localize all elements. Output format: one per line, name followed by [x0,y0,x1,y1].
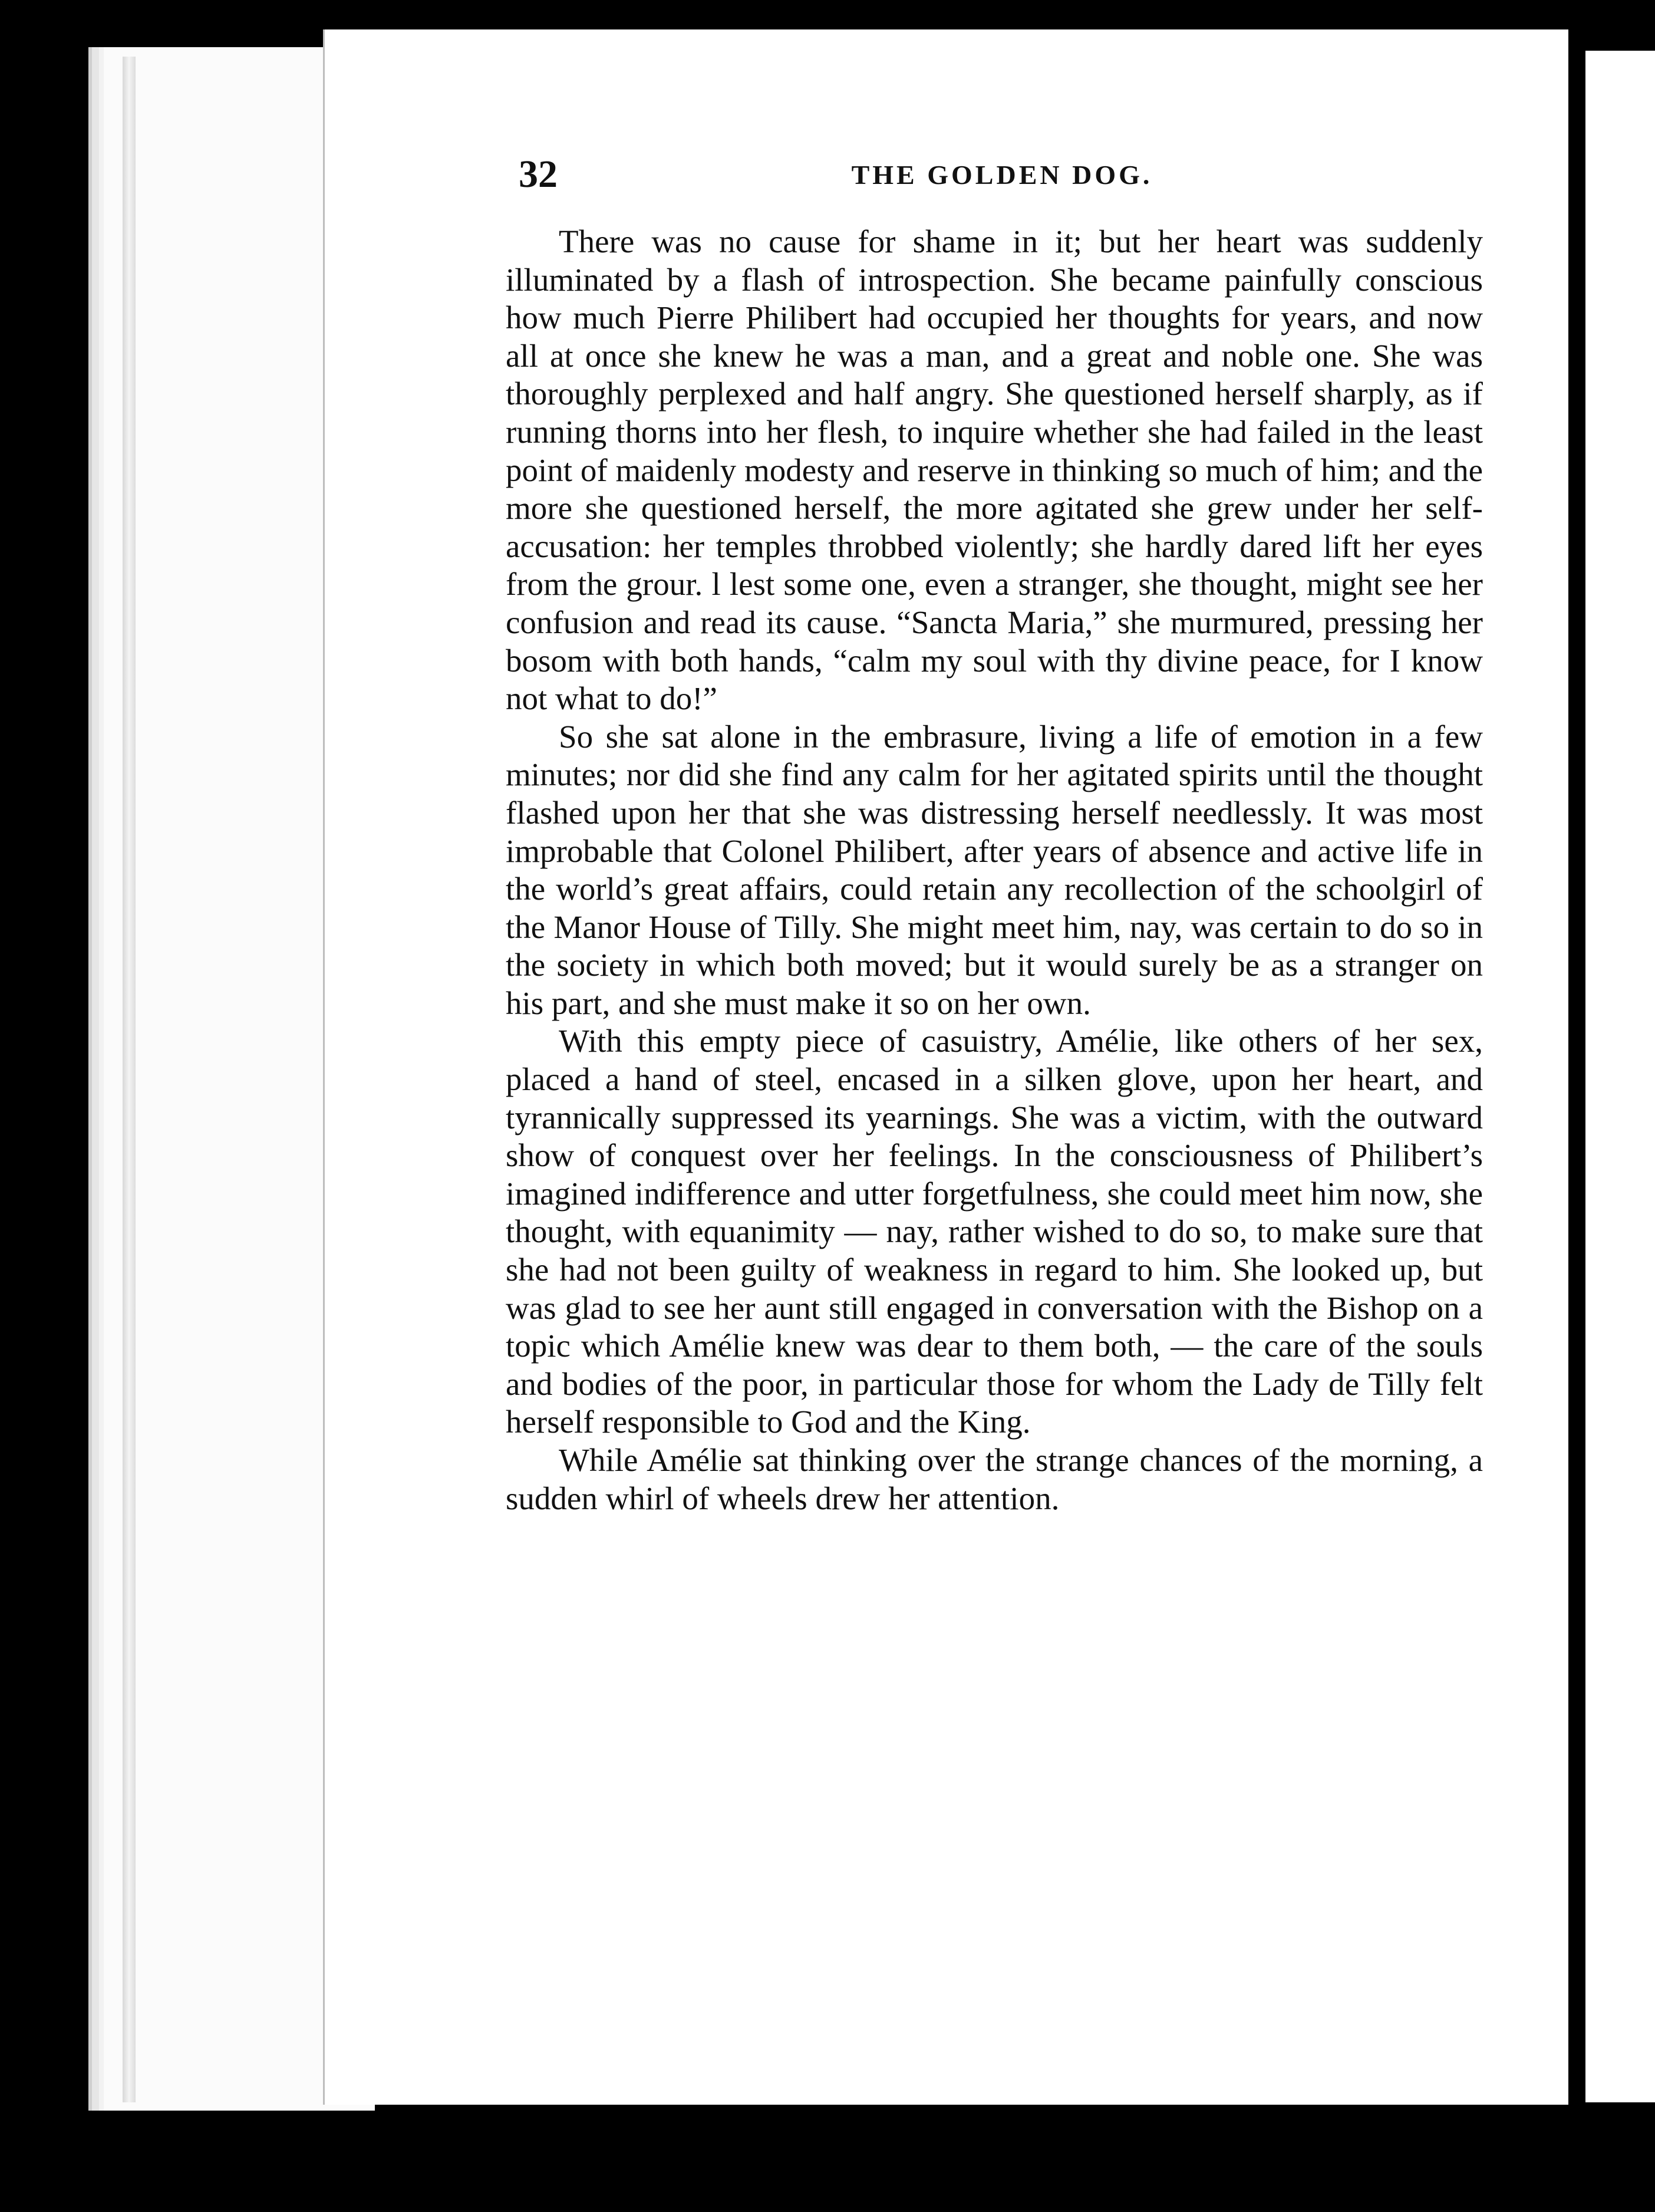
body-text [506,223,1483,1518]
paragraph: So she sat alone in the embrasure, living a life of emotion in a few minutes; nor did she find any calm for her agitated spirits until the thought flashed upon her that she was distressing herself needlessly. It was most improbable that Colonel Philibert, after years of absence and active life in the world’s great affairs, could retain any recollection of the schoolgirl of the Manor House of Tilly. She might meet him, nay, was certain to do so in the society in which both moved; but it would surely be as a stranger on his part, and she must make it so on her own. [506,718,1483,1021]
gutter-shadow [1569,51,1585,2102]
paragraph: There was no cause for shame in it; but her heart was suddenly illuminated by a flash of introspection. She became painfully conscious how much Pierre Philibert had occupied her thoughts for years, and now all at once she knew he was a man, and a great and noble one. She was thoroughly perplexed and half angry. She questioned herself sharply, as if running thorns into her flesh, to inquire whether she had failed in the least point of maidenly modesty and reserve in thinking so much of him; and the more she questioned herself, the more agitated she grew under her self-accusation: her temples throbbed violently; she hardly dared lift her eyes from the grour. l lest some one, even a stranger, she thought, might see her confusion and read its cause. “Sancta Maria,” she murmured, pressing her bosom with both hands, “calm my soul with thy divine peace, for I know not what to do!” [506,223,1483,717]
page-edge [123,57,136,2102]
paragraph: With this empty piece of casuistry, Amélie, like others of her sex, placed a hand of steel, encased in a silken glove, upon her heart, and tyrannically suppressed its yearnings. She was a victim, with the outward show of conquest over her feelings. In the consciousness of Philibert’s imagined indifference and utter forgetfulness, she could meet him now, she thought, with equanimity — nay, rather wished to do so, to make sure that she had not been guilty of weakness in regard to him. She looked up, but was glad to see her aunt still engaged in conversation with the Bishop on a topic which Amélie knew was dear to them both, — the care of the souls and bodies of the poor, in particular those for whom the Lady de Tilly felt herself responsible to God and the King. [506,1023,1483,1440]
running-title: THE GOLDEN DOG. [851,160,1153,190]
page-number: 32 [519,153,558,196]
paragraph: While Amélie sat thinking over the strange chances of the morning, a sudden whirl of wheels drew her attention. [506,1442,1483,1516]
running-head [519,152,1485,196]
next-page-edge [1585,51,1655,2102]
